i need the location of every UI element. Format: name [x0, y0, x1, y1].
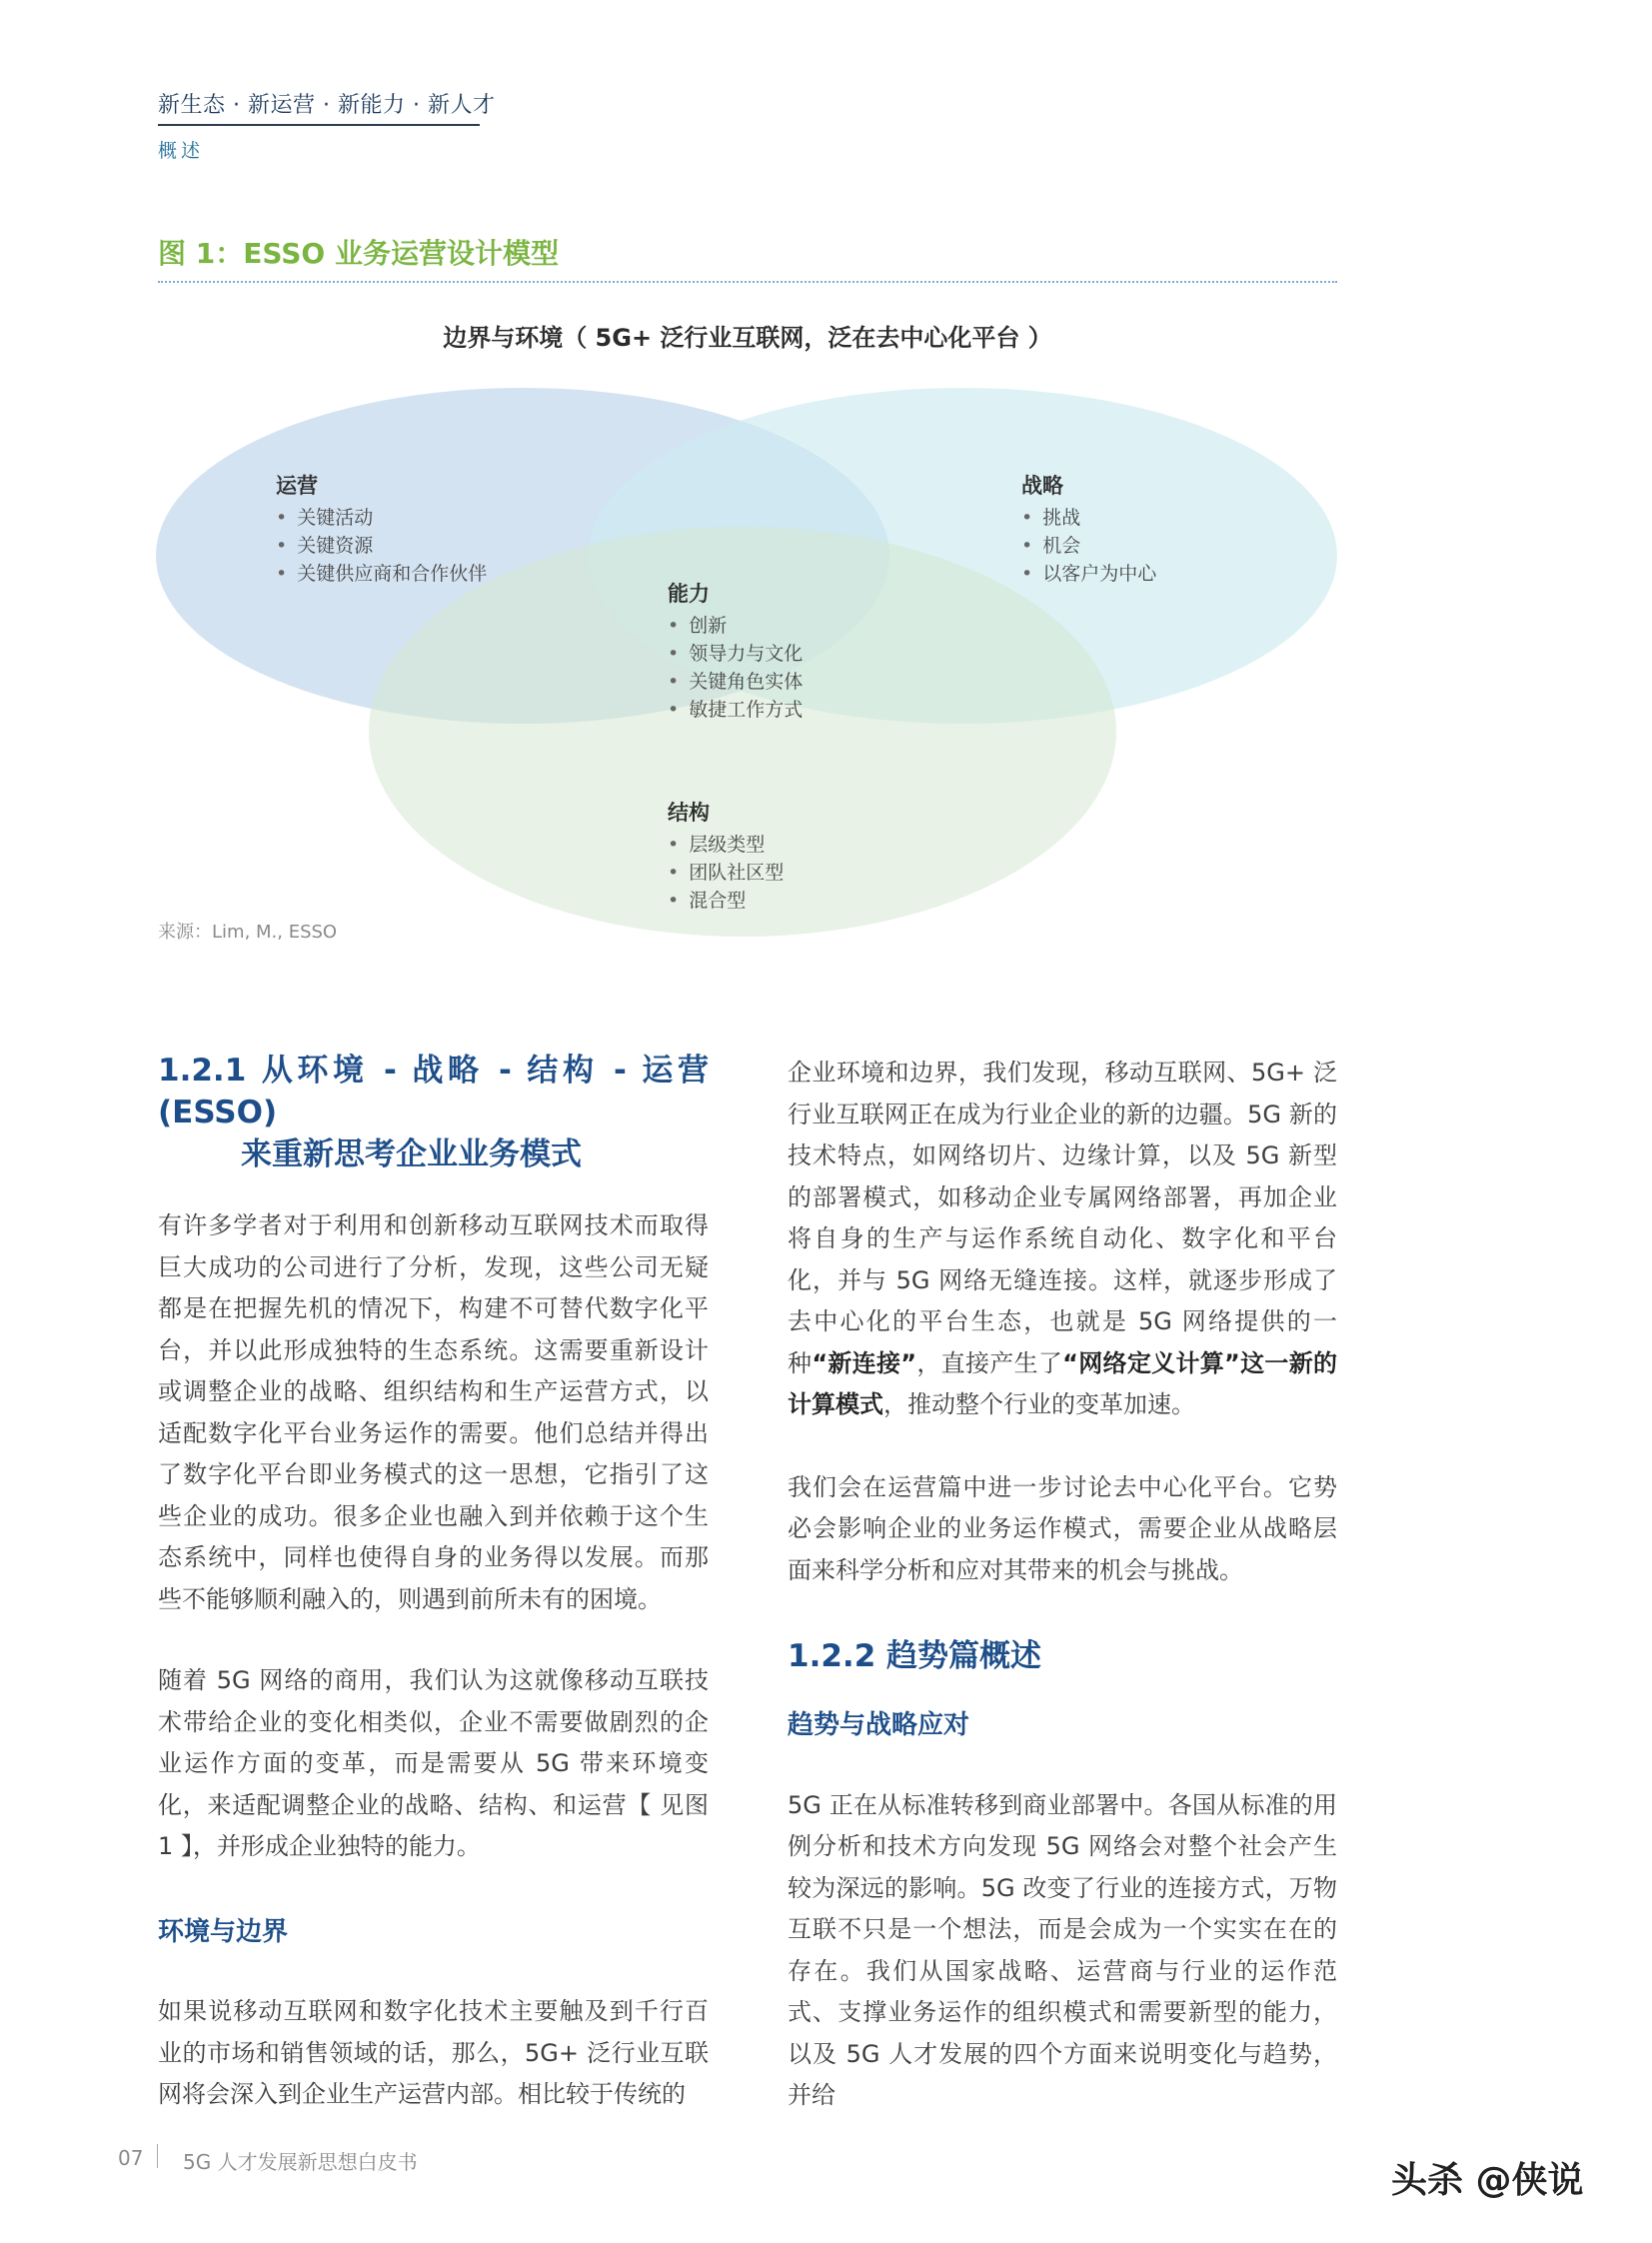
- venn-label-structure: [668, 797, 784, 915]
- venn-operation-item: • 关键活动: [276, 507, 374, 529]
- venn-operation-item: • 关键供应商和合作伙伴: [276, 563, 488, 585]
- left-column: [158, 1050, 709, 2116]
- subheading-trend-strategy: 趋势与战略应对: [788, 1710, 970, 1740]
- venn-capability-item: • 创新: [668, 615, 728, 637]
- paragraph: 如果说移动互联网和数字化技术主要触及到千行百业的市场和销售领域的话，那么，5G+ 泛行业互联网将会深入到企业生产运营内部。相比较于传统的: [158, 1997, 709, 2108]
- emphasis-new-connection: “新连接”: [812, 1348, 917, 1377]
- venn-structure-title: 结构: [668, 801, 710, 825]
- paragraph: 我们会在运营篇中进一步讨论去中心化平台。它势必会影响企业的业务运作模式，需要企业从战略层面来科学分析和应对其带来的机会与挑战。: [788, 1472, 1337, 1584]
- venn-structure-item: • 层级类型: [668, 834, 766, 856]
- section-heading-line: 来重新思考企业业务模式: [241, 1136, 582, 1172]
- venn-strategy-title: 战略: [1021, 474, 1063, 498]
- header-tagline: 新生态 · 新运营 · 新能力 · 新人才: [158, 93, 496, 118]
- paragraph: 有许多学者对于利用和创新移动互联网技术而取得巨大成功的公司进行了分析，发现，这些公司无疑都是在把握先机的情况下，构建不可替代数字化平台，并以此形成独特的生态系统。这需要重新设计或调整企业的战略、组织结构和生产运营方式，以适配数字化平台业务运作的需要。他们总结并得出了数字化平台即业务模式的这一思想，它指引了这些企业的成功。很多企业也融入到并依赖于这个生态系统中，同样也使得自身的业务得以发展。而那些不能够顺利融入的，则遇到前所未有的困境。: [158, 1211, 709, 1613]
- figure-title: 图 1：ESSO 业务运营设计模型: [158, 237, 559, 270]
- page-number: 07: [118, 2146, 144, 2170]
- venn-strategy-item: • 挑战: [1021, 507, 1081, 529]
- paragraph: 企业环境和边界，我们发现，移动互联网、5G+ 泛行业互联网正在成为行业企业的新的边疆。5G 新的技术特点，如网络切片、边缘计算，以及 5G 新型的部署模式，如移动企业专属网络部署，再加企业将自身的生产与运作系统自动化、数字化和平台化，并与 5G 网络无缝连接。这样，就逐步形成了去中心化的平台生态，也就是 5G 网络提供的一种“新连接”，直接产生了“网络定义计算”这一新的计算模式，推动整个行业的变革加速。: [788, 1059, 1338, 1418]
- watermark: 头杀 @侠说: [1391, 2160, 1584, 2201]
- venn-capability-title: 能力: [668, 582, 710, 606]
- venn-capability-item: • 领导力与文化: [668, 643, 804, 665]
- figure-source: 来源：Lim, M., ESSO: [158, 922, 338, 943]
- section-heading-1-2-1: [158, 1050, 709, 1175]
- venn-structure-item: • 团队社区型: [668, 862, 785, 884]
- venn-boundary-title: 边界与环境（ 5G+ 泛行业互联网，泛在去中心化平台 ）: [443, 324, 1052, 352]
- paragraph: 5G 正在从标准转移到商业部署中。各国从标准的用例分析和技术方向发现 5G 网络会对整个社会产生较为深远的影响。5G 改变了行业的连接方式，万物互联不只是一个想法，而是会成为一个实实在在的存在。我们从国家战略、运营商与行业的运作范式、支撑业务运作的组织模式和需要新型的能力，以及 5G 人才发展的四个方面来说明变化与趋势，并给: [788, 1790, 1337, 2109]
- header-section: 概述: [158, 140, 205, 162]
- section-heading-line: 1.2.1 从环境 - 战略 - 结构 - 运营 (ESSO): [158, 1053, 709, 1130]
- venn-label-capability: [668, 578, 803, 724]
- footer-title: 5G 人才发展新思想白皮书: [183, 2150, 418, 2174]
- venn-label-operation: [276, 470, 487, 588]
- footer-divider: [157, 2144, 158, 2168]
- venn-capability-item: • 关键角色实体: [668, 671, 804, 693]
- section-heading-1-2-2: 1.2.2 趋势篇概述: [788, 1638, 1042, 1674]
- venn-operation-item: • 关键资源: [276, 535, 374, 557]
- venn-capability-item: • 敏捷工作方式: [668, 699, 804, 721]
- venn-strategy-item: • 机会: [1021, 535, 1081, 557]
- venn-structure-item: • 混合型: [668, 890, 747, 912]
- venn-diagram: [0, 0, 1652, 960]
- venn-operation-title: 运营: [276, 474, 318, 498]
- subheading-environment: 环境与边界: [158, 1916, 289, 1947]
- venn-strategy-item: • 以客户为中心: [1021, 563, 1157, 585]
- paragraph: 随着 5G 网络的商用，我们认为这就像移动互联技术带给企业的变化相类似，企业不需要做剧烈的企业运作方面的变革，而是需要从 5G 带来环境变化，来适配调整企业的战略、结构、和运营【 见图 1 】，并形成企业独特的能力。: [158, 1666, 709, 1860]
- venn-label-strategy: [1021, 470, 1156, 588]
- emphasis-network-defined-computing: “网络定义计算”这一新的计算模式: [788, 1348, 1338, 1418]
- right-column: [788, 1053, 1337, 2117]
